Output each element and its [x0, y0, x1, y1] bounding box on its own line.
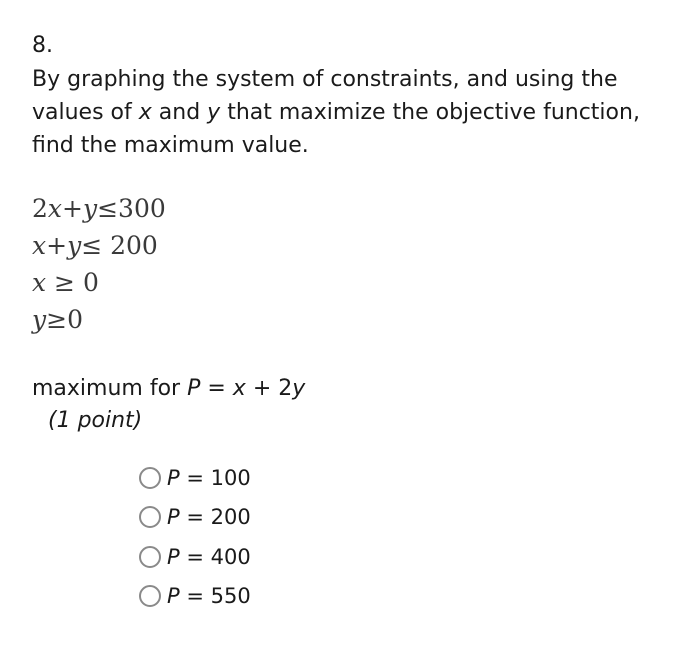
option-value: = 550 [179, 584, 251, 609]
constraint-1-x: x [47, 194, 63, 223]
constraint-3 [32, 264, 166, 301]
option-value: = 200 [179, 505, 251, 530]
constraint-2-rel: ≤ [81, 231, 111, 260]
constraint-2-y: y [67, 231, 82, 260]
constraint-1-coef: 2 [32, 194, 48, 223]
option-value: = 400 [179, 544, 251, 569]
prompt-text-1: By graphing the system of constraints, and using the values of [32, 67, 618, 125]
constraint-2-rhs: 200 [110, 231, 158, 260]
option-p-550[interactable] [139, 577, 251, 617]
constraint-3-rel: ≥ [46, 268, 83, 297]
objective-prefix: maximum for [32, 376, 188, 401]
constraint-4-rel: ≥ [46, 305, 68, 334]
question-prompt [32, 63, 672, 162]
prompt-var-y: y [207, 100, 221, 125]
prompt-text-2: and [151, 100, 208, 125]
objective-plus: + 2 [245, 376, 293, 401]
constraint-3-x: x [32, 268, 47, 297]
points-label: (1 point) [48, 408, 143, 433]
answer-options [139, 458, 251, 616]
option-var: P [167, 465, 180, 490]
constraint-1 [32, 190, 166, 227]
option-label [167, 544, 251, 570]
constraint-2 [32, 227, 166, 264]
option-label [167, 465, 251, 491]
radio-button-icon[interactable] [139, 585, 161, 607]
constraint-4 [32, 301, 166, 338]
constraint-2-x: x [32, 231, 47, 260]
option-var: P [167, 544, 180, 569]
constraint-4-y: y [32, 305, 47, 334]
constraint-2-plus: + [46, 231, 68, 260]
option-p-100[interactable] [139, 458, 251, 498]
radio-button-icon[interactable] [139, 506, 161, 528]
objective-var-x: x [232, 376, 246, 401]
constraint-1-plus: + [62, 194, 83, 223]
objective-var-p: P [187, 376, 201, 401]
option-var: P [167, 584, 180, 609]
option-p-200[interactable] [139, 498, 251, 538]
objective-eq: = [200, 376, 233, 401]
constraint-3-rhs: 0 [82, 268, 99, 297]
prompt-text-3: that maximize the objective function, find the maximum value. [32, 100, 640, 158]
option-value: = 100 [179, 465, 251, 490]
constraints-list [32, 190, 166, 338]
option-label [167, 504, 251, 530]
radio-button-icon[interactable] [139, 546, 161, 568]
objective-function [32, 374, 305, 404]
constraint-4-rhs: 0 [67, 305, 83, 334]
constraint-1-rel: ≤ [97, 194, 119, 223]
constraint-1-y: y [82, 194, 98, 223]
prompt-var-x: x [138, 100, 152, 125]
question-number: 8. [32, 33, 53, 58]
option-var: P [167, 505, 180, 530]
option-label [167, 583, 251, 609]
constraint-1-rhs: 300 [118, 194, 166, 223]
radio-button-icon[interactable] [139, 467, 161, 489]
option-p-400[interactable] [139, 537, 251, 577]
objective-var-y: y [292, 376, 306, 401]
